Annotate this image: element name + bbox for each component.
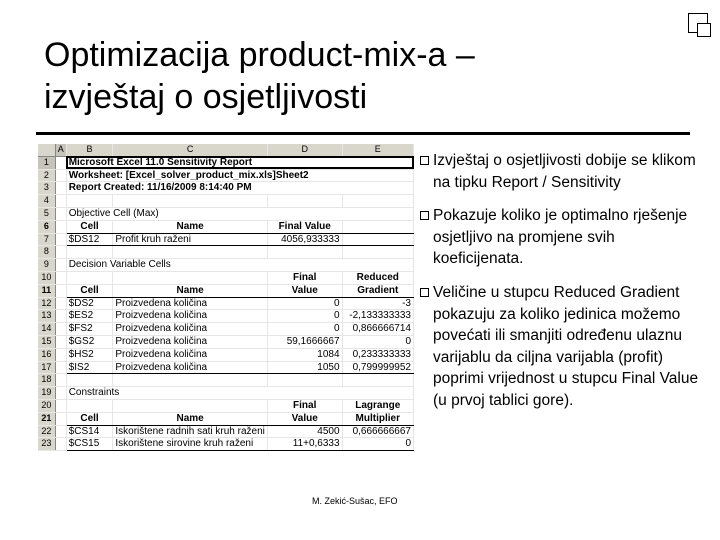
spreadsheet-cell[interactable] xyxy=(55,233,66,246)
spreadsheet-cell[interactable]: Cell xyxy=(66,284,113,297)
row-header[interactable]: 11 xyxy=(38,284,55,297)
row-header[interactable]: 12 xyxy=(38,297,55,310)
spreadsheet-cell[interactable]: 4056,933333 xyxy=(267,233,342,246)
bullet-text: Veličine u stupcu Reduced Gradient pokazuju za koliko jedinica možemo povećati ili smanjiti određenu ulaznu varijablu da ciljna varijabla (profit) poprimi vrijednost u stupcu Final Value (u prvoj tablici gore). xyxy=(433,283,699,409)
spreadsheet-cell[interactable]: Proizvedena količina xyxy=(113,323,268,336)
spreadsheet-cell[interactable] xyxy=(55,335,66,348)
spreadsheet-row xyxy=(38,425,414,438)
spreadsheet-cell[interactable] xyxy=(55,438,66,451)
spreadsheet-cell[interactable] xyxy=(55,323,66,336)
row-header[interactable]: 13 xyxy=(38,310,55,323)
spreadsheet-cell[interactable]: 59,1666667 xyxy=(267,335,342,348)
spreadsheet-cell[interactable] xyxy=(342,220,413,233)
spreadsheet-cell[interactable]: 1050 xyxy=(267,361,342,374)
column-header-c[interactable]: C xyxy=(113,144,268,156)
select-all-corner[interactable] xyxy=(38,144,55,156)
spreadsheet-row xyxy=(38,169,414,182)
spreadsheet-cell[interactable] xyxy=(342,374,413,387)
spreadsheet-cell[interactable]: Report Created: 11/16/2009 8:14:40 PM xyxy=(66,182,413,195)
spreadsheet-row xyxy=(38,195,414,208)
spreadsheet-cell[interactable] xyxy=(55,169,66,182)
spreadsheet-cell[interactable]: $IS2 xyxy=(66,361,113,374)
spreadsheet-row xyxy=(38,399,414,412)
spreadsheet-cell[interactable] xyxy=(55,310,66,323)
row-header[interactable]: 6 xyxy=(38,220,55,233)
spreadsheet-cell[interactable]: $GS2 xyxy=(66,335,113,348)
spreadsheet-row xyxy=(38,335,414,348)
spreadsheet-cell[interactable]: $DS2 xyxy=(66,297,113,310)
spreadsheet-cell[interactable]: Final xyxy=(267,399,342,412)
spreadsheet-cell[interactable]: Value xyxy=(267,284,342,297)
spreadsheet-cell[interactable]: Iskorištene sirovine kruh raženi xyxy=(113,438,268,451)
decorative-square-small xyxy=(697,23,711,37)
row-header[interactable]: 15 xyxy=(38,335,55,348)
spreadsheet-row xyxy=(38,438,414,451)
spreadsheet-cell[interactable] xyxy=(55,195,66,208)
row-header[interactable]: 3 xyxy=(38,182,55,195)
spreadsheet-cell[interactable]: Lagrange xyxy=(342,399,413,412)
spreadsheet-cell[interactable]: $CS15 xyxy=(66,438,113,451)
spreadsheet-cell[interactable]: Value xyxy=(267,412,342,425)
row-header[interactable]: 22 xyxy=(38,425,55,438)
spreadsheet-row xyxy=(38,233,414,246)
title-divider xyxy=(36,132,690,135)
spreadsheet-cell[interactable] xyxy=(113,195,268,208)
row-header[interactable]: 16 xyxy=(38,348,55,361)
column-header-d[interactable]: D xyxy=(267,144,342,156)
spreadsheet-cell[interactable]: Proizvedena količina xyxy=(113,335,268,348)
row-header[interactable]: 20 xyxy=(38,399,55,412)
spreadsheet-cell[interactable]: Constraints xyxy=(66,387,413,400)
spreadsheet-cell[interactable] xyxy=(66,271,113,284)
spreadsheet-cell[interactable] xyxy=(113,374,268,387)
spreadsheet-cell[interactable]: Proizvedena količina xyxy=(113,348,268,361)
spreadsheet-row xyxy=(38,310,414,323)
column-header-e[interactable]: E xyxy=(342,144,413,156)
row-header[interactable]: 21 xyxy=(38,412,55,425)
spreadsheet-cell[interactable] xyxy=(66,374,113,387)
spreadsheet-cell[interactable]: Final xyxy=(267,271,342,284)
spreadsheet-cell[interactable] xyxy=(55,156,66,169)
spreadsheet-cell[interactable] xyxy=(55,207,66,220)
spreadsheet-cell[interactable]: Iskorištene radnih sati kruh raženi xyxy=(113,425,268,438)
row-header[interactable]: 1 xyxy=(38,156,55,169)
row-header[interactable]: 10 xyxy=(38,271,55,284)
sensitivity-report-spreadsheet xyxy=(38,144,414,480)
spreadsheet-row xyxy=(38,361,414,374)
spreadsheet-cell[interactable]: 0,866666714 xyxy=(342,323,413,336)
row-header[interactable]: 19 xyxy=(38,387,55,400)
spreadsheet-cell[interactable]: Multiplier xyxy=(342,412,413,425)
spreadsheet-cell[interactable]: 11+0,6333 xyxy=(267,438,342,451)
spreadsheet-cell[interactable]: $CS14 xyxy=(66,425,113,438)
spreadsheet-row xyxy=(38,207,414,220)
spreadsheet-cell[interactable]: 0,233333333 xyxy=(342,348,413,361)
spreadsheet-cell[interactable]: Name xyxy=(113,220,268,233)
bullet-text: Izvještaj o osjetljivosti dobije se klikom na tipku Report / Sensitivity xyxy=(433,152,696,191)
spreadsheet-cell[interactable] xyxy=(55,399,66,412)
spreadsheet-cell[interactable]: Name xyxy=(113,284,268,297)
row-header[interactable]: 5 xyxy=(38,207,55,220)
bullet-item xyxy=(420,205,702,270)
author-footer: M. Zekić-Sušac, EFO xyxy=(312,496,398,506)
square-bullet-icon xyxy=(420,288,429,297)
spreadsheet-cell[interactable] xyxy=(55,259,66,272)
spreadsheet-cell[interactable] xyxy=(113,271,268,284)
bullet-list xyxy=(420,150,702,424)
spreadsheet-row xyxy=(38,182,414,195)
spreadsheet-cell[interactable]: $HS2 xyxy=(66,348,113,361)
spreadsheet-cell[interactable]: Proizvedena količina xyxy=(113,310,268,323)
spreadsheet-grid xyxy=(38,144,414,451)
spreadsheet-cell[interactable] xyxy=(342,195,413,208)
row-header[interactable]: 2 xyxy=(38,169,55,182)
spreadsheet-cell[interactable]: Profit kruh raženi xyxy=(113,233,268,246)
spreadsheet-cell[interactable]: Decision Variable Cells xyxy=(66,259,413,272)
spreadsheet-cell[interactable]: $ES2 xyxy=(66,310,113,323)
spreadsheet-cell[interactable]: $DS12 xyxy=(66,233,113,246)
spreadsheet-cell[interactable]: 0 xyxy=(267,297,342,310)
spreadsheet-row xyxy=(38,374,414,387)
spreadsheet-cell[interactable] xyxy=(55,284,66,297)
spreadsheet-row xyxy=(38,271,414,284)
spreadsheet-cell[interactable] xyxy=(66,399,113,412)
spreadsheet-cell[interactable]: -3 xyxy=(342,297,413,310)
spreadsheet-cell[interactable] xyxy=(55,412,66,425)
spreadsheet-cell[interactable] xyxy=(55,271,66,284)
spreadsheet-cell[interactable]: Cell xyxy=(66,220,113,233)
spreadsheet-row xyxy=(38,412,414,425)
spreadsheet-cell[interactable] xyxy=(55,361,66,374)
spreadsheet-cell[interactable] xyxy=(55,348,66,361)
spreadsheet-cell[interactable]: Worksheet: [Excel_solver_product_mix.xls]Sheet2 xyxy=(66,169,413,182)
spreadsheet-cell[interactable] xyxy=(55,374,66,387)
spreadsheet-row xyxy=(38,348,414,361)
slide-title-line-2: izvještaj o osjetljivosti xyxy=(44,78,368,116)
spreadsheet-cell[interactable] xyxy=(55,297,66,310)
spreadsheet-cell[interactable]: 1084 xyxy=(267,348,342,361)
spreadsheet-cell[interactable] xyxy=(267,195,342,208)
spreadsheet-cell[interactable]: 0 xyxy=(342,438,413,451)
spreadsheet-cell[interactable]: Proizvedena količina xyxy=(113,361,268,374)
spreadsheet-cell[interactable] xyxy=(66,195,113,208)
spreadsheet-cell[interactable] xyxy=(267,374,342,387)
spreadsheet-cell[interactable] xyxy=(66,246,113,259)
spreadsheet-cell[interactable]: Name xyxy=(113,412,268,425)
row-header[interactable]: 7 xyxy=(38,233,55,246)
spreadsheet-cell[interactable]: 0 xyxy=(267,310,342,323)
spreadsheet-cell[interactable] xyxy=(342,246,413,259)
column-header-a[interactable]: A xyxy=(55,144,66,156)
spreadsheet-cell[interactable] xyxy=(267,246,342,259)
spreadsheet-cell[interactable]: Reduced xyxy=(342,271,413,284)
spreadsheet-cell[interactable]: Cell xyxy=(66,412,113,425)
row-header[interactable]: 9 xyxy=(38,259,55,272)
column-header-b[interactable]: B xyxy=(66,144,113,156)
spreadsheet-cell[interactable]: 0 xyxy=(342,335,413,348)
spreadsheet-cell[interactable]: -2,133333333 xyxy=(342,310,413,323)
spreadsheet-cell[interactable] xyxy=(55,387,66,400)
spreadsheet-cell[interactable] xyxy=(55,220,66,233)
spreadsheet-cell[interactable]: Proizvedena količina xyxy=(113,297,268,310)
row-header[interactable]: 4 xyxy=(38,195,55,208)
square-bullet-icon xyxy=(420,211,429,220)
bullet-text: Pokazuje koliko je optimalno rješenje osjetljivo na promjene svih koeficijenata. xyxy=(433,207,688,268)
spreadsheet-cell[interactable]: Microsoft Excel 11.0 Sensitivity Report xyxy=(66,156,413,169)
row-header[interactable]: 14 xyxy=(38,323,55,336)
spreadsheet-cell[interactable] xyxy=(113,399,268,412)
spreadsheet-row xyxy=(38,284,414,297)
square-bullet-icon xyxy=(420,156,429,165)
spreadsheet-cell[interactable]: 0,799999952 xyxy=(342,361,413,374)
row-header[interactable]: 23 xyxy=(38,438,55,451)
spreadsheet-row xyxy=(38,156,414,169)
bullet-item xyxy=(420,150,702,193)
row-header[interactable]: 18 xyxy=(38,374,55,387)
spreadsheet-cell[interactable]: Final Value xyxy=(267,220,342,233)
row-header[interactable]: 17 xyxy=(38,361,55,374)
bullet-item xyxy=(420,282,702,412)
spreadsheet-row xyxy=(38,323,414,336)
row-header[interactable]: 8 xyxy=(38,246,55,259)
spreadsheet-cell[interactable]: 0,666666667 xyxy=(342,425,413,438)
spreadsheet-cell[interactable]: Objective Cell (Max) xyxy=(66,207,413,220)
spreadsheet-row xyxy=(38,387,414,400)
spreadsheet-row xyxy=(38,259,414,272)
spreadsheet-cell[interactable] xyxy=(55,182,66,195)
column-header-row xyxy=(38,144,414,156)
slide-title xyxy=(44,34,684,118)
slide-title-line-1: Optimizacija product-mix-a – xyxy=(44,36,475,74)
spreadsheet-cell[interactable] xyxy=(55,246,66,259)
spreadsheet-cell[interactable] xyxy=(342,233,413,246)
spreadsheet-cell[interactable]: 0 xyxy=(267,323,342,336)
spreadsheet-cell[interactable]: $FS2 xyxy=(66,323,113,336)
spreadsheet-row xyxy=(38,297,414,310)
spreadsheet-cell[interactable]: Gradient xyxy=(342,284,413,297)
spreadsheet-cell[interactable]: 4500 xyxy=(267,425,342,438)
spreadsheet-cell[interactable] xyxy=(55,425,66,438)
spreadsheet-row xyxy=(38,220,414,233)
spreadsheet-cell[interactable] xyxy=(113,246,268,259)
spreadsheet-row xyxy=(38,246,414,259)
